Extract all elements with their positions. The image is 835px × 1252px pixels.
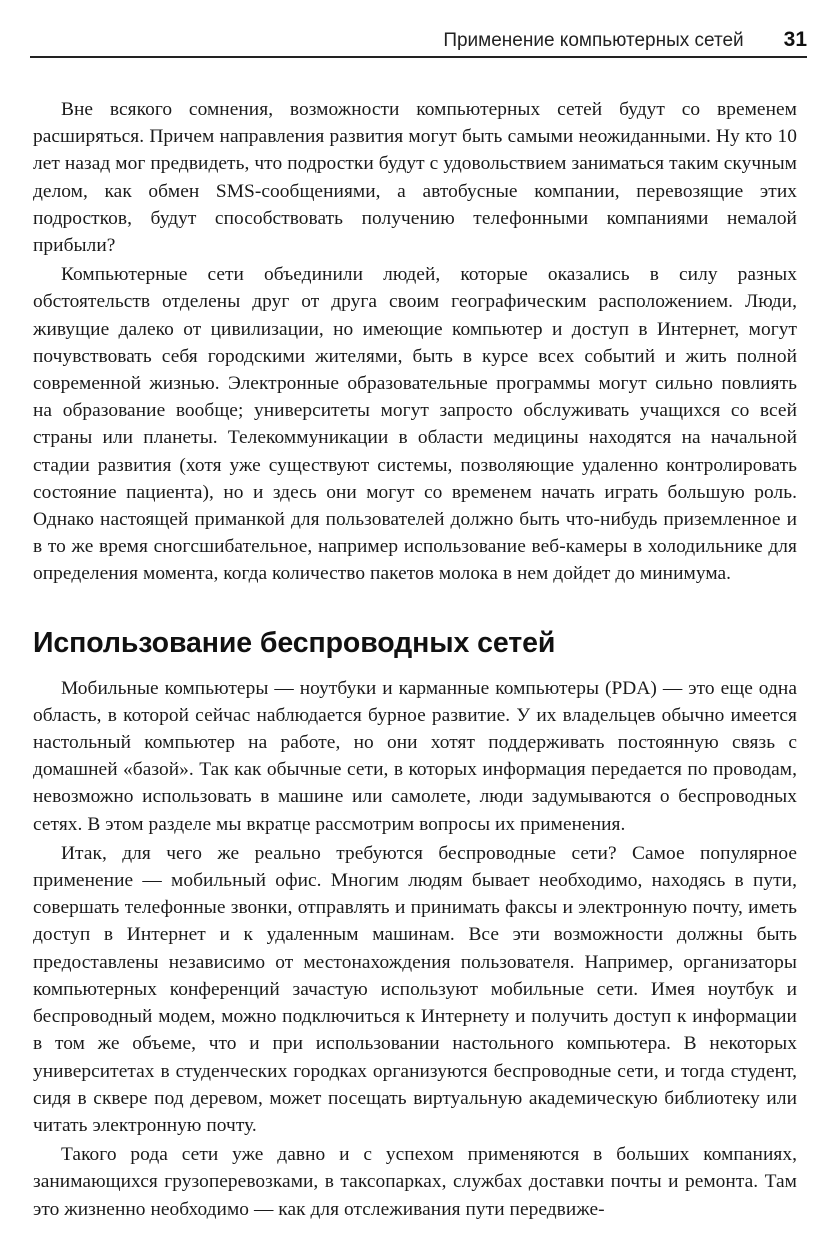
page-number: 31 [783,28,807,51]
paragraph-mobile-computers: Мобильные компьютеры — ноутбуки и карманные компьютеры (PDA) — это еще одна область, в которой сейчас наблюдается бурное развитие. У их владельцев обычно имеется настольный компьютер на работе, но они хотят поддерживать постоянную связь с домашней «базой». Так как обычные сети, в которых информация передается по проводам, невозможно использовать в машине или самолете, люди задумываются о беспроводных сетях. В этом разделе мы вкратце рассмотрим вопросы их применения. [33,677,797,835]
running-header [30,22,807,58]
page-content [33,96,797,1223]
paragraph-mobile-office: Итак, для чего же реально требуются беспроводные сети? Самое популярное применение — мобильный офис. Многим людям бывает необходимо, находясь в пути, совершать телефонные звонки, отправлять и принимать факсы и электронную почту, иметь доступ в Интернет и к удаленным машинам. Все эти возможности должны быть предоставлены независимо от местонахождения пользователя. Например, организаторы компьютерных конференций зачастую используют мобильные сети. Имея ноутбук и беспроводный модем, можно подключиться к Интернету и получить доступ к информации в том же объеме, что и при использовании настольного компьютера. В некоторых университетах в студенческих городках организуются беспроводные сети, и тогда студент, сидя в сквере под деревом, может посещать виртуальную академическую библиотеку или читать электронную почту. [33,842,797,1136]
paragraph-companies-usage: Такого рода сети уже давно и с успехом применяются в больших компаниях, занимающихся грузоперевозками, в таксопарках, службах доставки почты и ремонта. Там это жизненно необходимо — как для отслеживания пути передвиже- [33,1144,797,1220]
running-title: Применение компьютерных сетей [443,30,744,51]
paragraph-networks-unite-people: Компьютерные сети объединили людей, которые оказались в силу разных обстоятельств отделены друг от друга своим географическим расположением. Люди, живущие далеко от цивилизации, но имеющие компьютер и доступ в Интернет, могут почувствовать себя городскими жителями, быть в курсе всех событий и жить полной современной жизнью. Электронные образовательные программы могут сильно повлиять на образование вообще; университеты могут запросто обслуживать учащихся со всей страны или планеты. Телекоммуникации в области медицины находятся на начальной стадии развития (хотя уже существуют системы, позволяющие удаленно контролировать состояние пациента), но и здесь они могут со временем начать играть большую роль. Однако настоящей приманкой для пользователей должно быть что-нибудь приземленное и в то же время сногсшибательное, например использование веб-камеры в холодильнике для определения момента, когда количество пакетов молока в нем дойдет до минимума. [33,264,797,585]
paragraph-network-growth: Вне всякого сомнения, возможности компьютерных сетей будут со временем расширяться. Причем направления развития могут быть самыми неожиданными. Ну кто 10 лет назад мог предвидеть, что подростки будут с удовольствием заниматься таким скучным делом, как обмен SMS-сообщениями, а автобусные компании, перевозящие этих подростков, будут способствовать получению телефонными компаниями немалой прибыли? [33,99,797,257]
section-heading: Использование беспроводных сетей [33,626,556,659]
